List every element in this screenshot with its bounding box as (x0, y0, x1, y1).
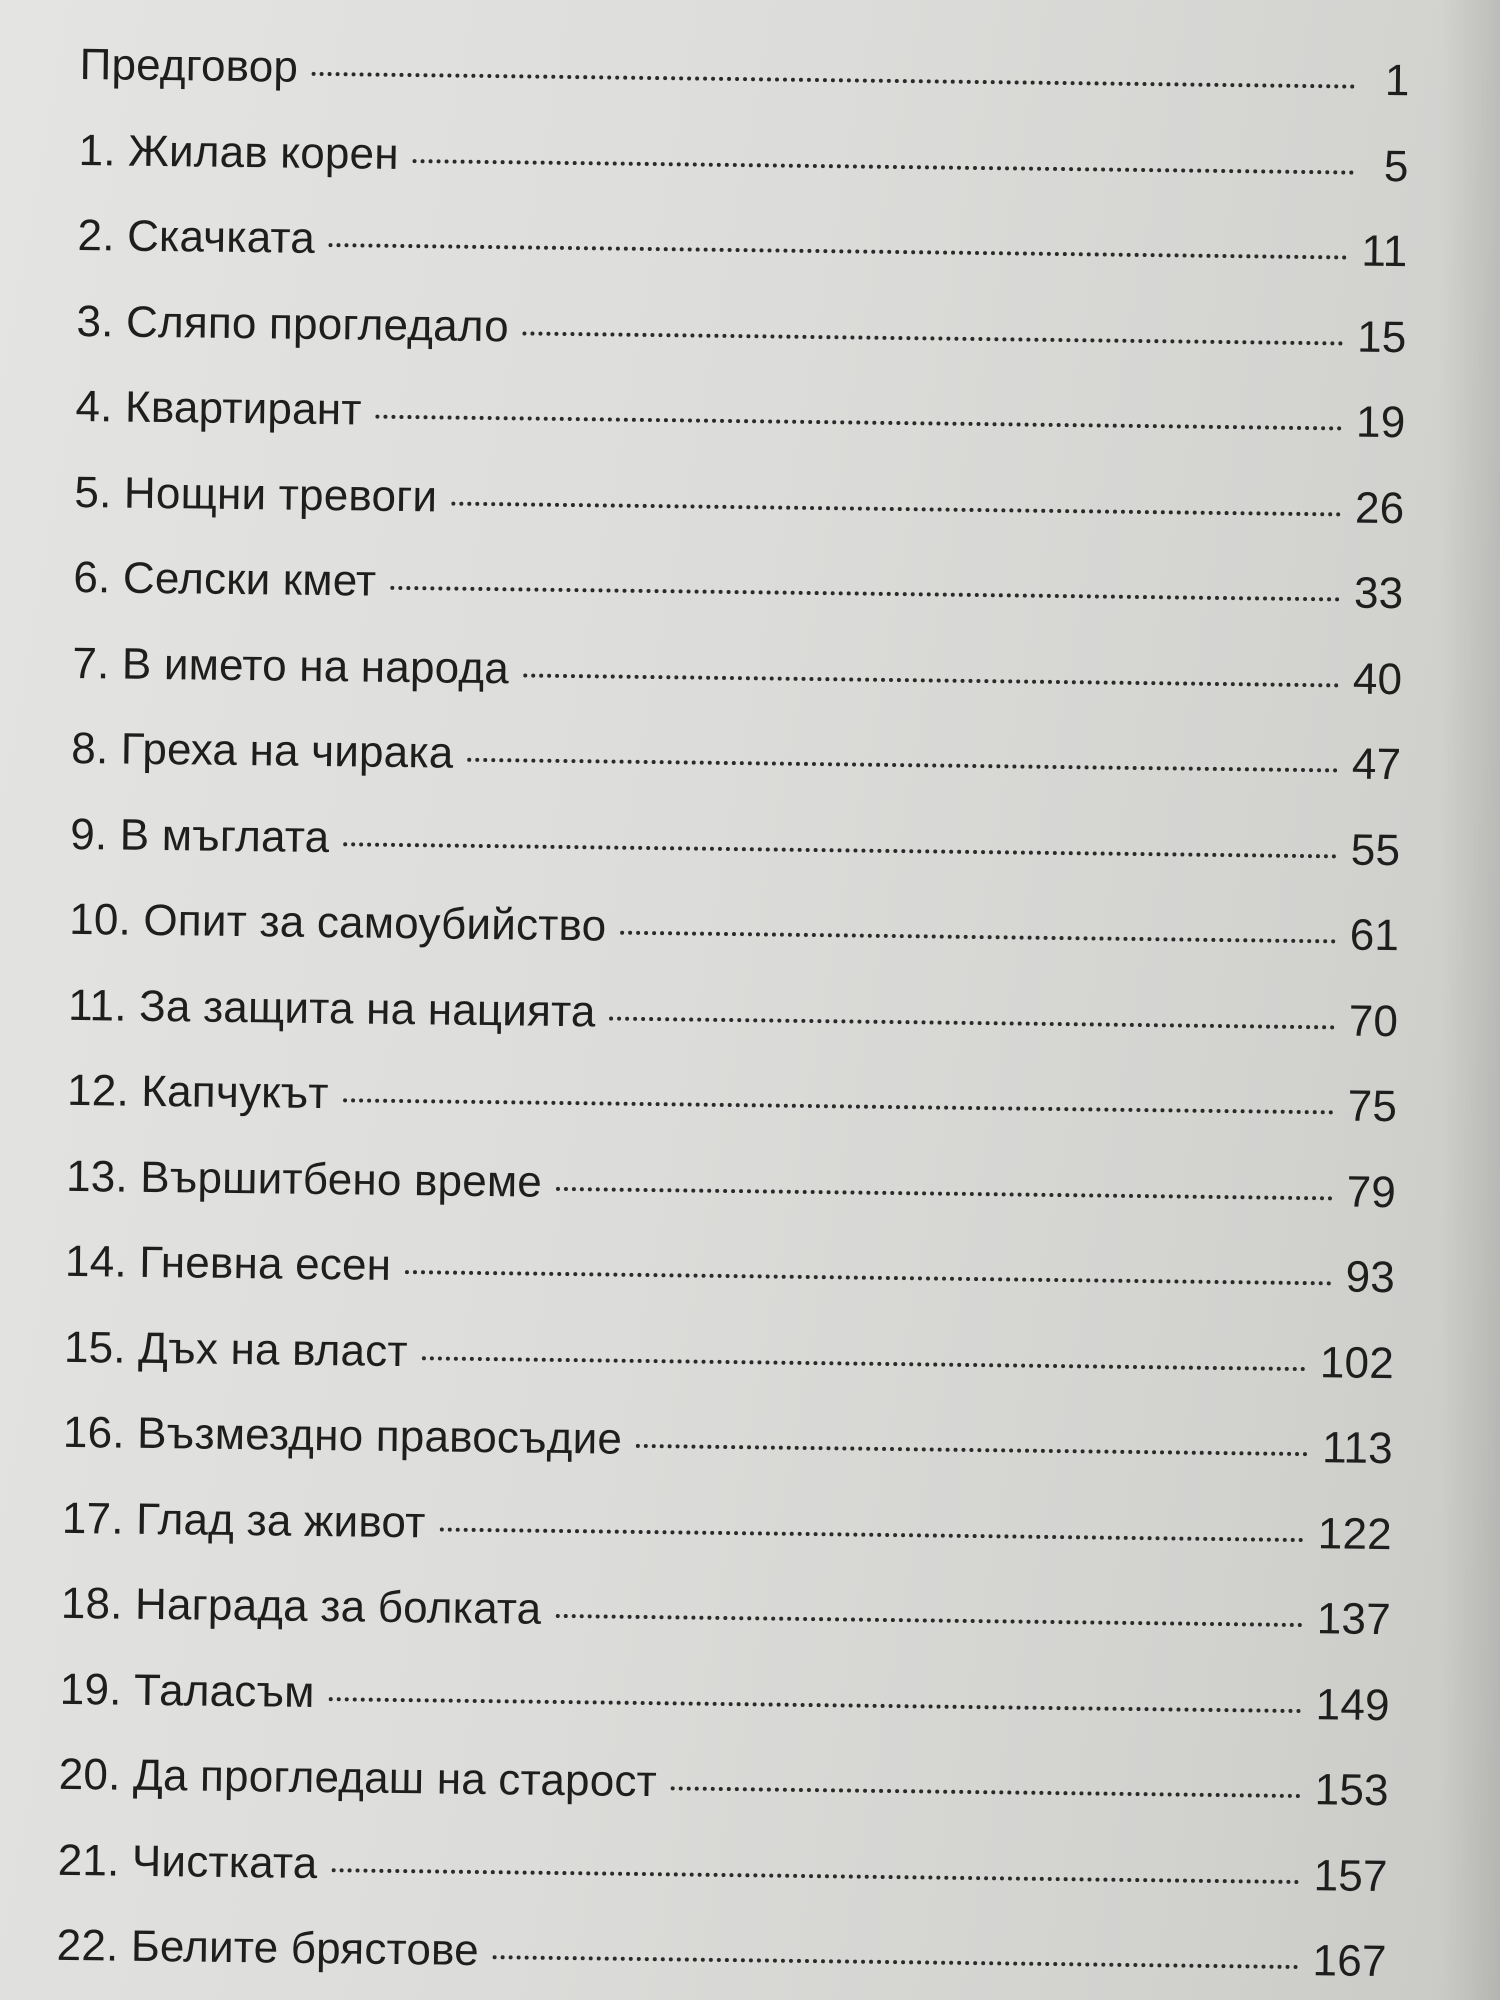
toc-entry (61, 1493, 1392, 1595)
toc-entry (58, 1750, 1389, 1852)
toc-entry-title: 2. Скачката (77, 210, 316, 263)
toc-entry-title: 17. Глад за живот (61, 1493, 426, 1547)
toc-entry (77, 211, 1408, 313)
toc-entry-title: 16. Възмездно правосъдие (62, 1407, 623, 1464)
toc-entry-title: 1. Жилав корен (78, 125, 400, 179)
dot-leader (331, 1868, 1299, 1884)
toc-entry (78, 125, 1409, 227)
toc-entry (74, 467, 1405, 569)
toc-entry-title: 21. Чистката (57, 1835, 318, 1888)
dot-leader (439, 1527, 1303, 1542)
toc-entry-title: 10. Опит за самоубийство (68, 894, 607, 951)
toc-entry-title: 9. В мъглата (70, 809, 330, 862)
toc-entry-title: 8. Греха на чирака (71, 723, 454, 778)
toc-entry-page: 15 (1356, 312, 1407, 362)
toc-entry-page: 137 (1316, 1594, 1392, 1645)
dot-leader (376, 415, 1342, 431)
dot-leader (610, 1016, 1335, 1029)
toc-entry-page: 47 (1351, 739, 1402, 790)
dot-leader (636, 1444, 1308, 1456)
toc-entry-page: 19 (1355, 397, 1406, 448)
toc-entry (62, 1408, 1393, 1510)
toc-entry (79, 40, 1410, 142)
toc-entry-page: 40 (1352, 654, 1403, 704)
dot-leader (523, 673, 1339, 687)
toc-entry (64, 1237, 1395, 1339)
toc-entry (75, 382, 1406, 484)
dot-leader (329, 1697, 1302, 1713)
dot-leader (523, 331, 1343, 345)
dot-leader (451, 501, 1341, 516)
dot-leader (556, 1186, 1333, 1199)
dot-leader (422, 1356, 1306, 1371)
toc-entry (71, 724, 1402, 826)
toc-entry (69, 895, 1400, 997)
toc-entry-page: 102 (1319, 1337, 1395, 1388)
dot-leader (329, 243, 1348, 259)
toc-entry (72, 638, 1403, 740)
toc-entry-title: 7. В името на народа (72, 638, 510, 693)
toc-entry-page: 33 (1353, 568, 1404, 619)
toc-entry-title: 4. Квартирант (75, 381, 362, 435)
toc-entry-page: 157 (1313, 1850, 1388, 1901)
toc-entry-page: 1 (1384, 55, 1410, 106)
toc-entry (66, 1066, 1397, 1168)
dot-leader (620, 931, 1336, 944)
toc-entry (63, 1322, 1394, 1424)
dot-leader (493, 1955, 1299, 1969)
toc-entry (70, 809, 1401, 911)
toc-entry-title: 22. Белите брястове (56, 1920, 480, 1976)
toc-entry-page: 93 (1345, 1252, 1396, 1303)
toc-entry-title: 19. Таласъм (59, 1664, 315, 1717)
toc-entry-page: 75 (1347, 1081, 1398, 1132)
toc-entry-title: 18. Награда за болката (60, 1578, 542, 1634)
toc-entry-title: 11. За защита на нацията (67, 980, 596, 1036)
toc-entry-title: Предговор (79, 40, 299, 92)
toc-entry-title: 6. Селски кмет (73, 552, 377, 606)
toc-entry-title: 14. Гневна есен (64, 1236, 392, 1290)
toc-entry-page: 79 (1346, 1167, 1397, 1217)
toc-entry-title: 12. Капчукът (66, 1065, 329, 1119)
toc-entry-title: 3. Сляпо прогледало (76, 296, 510, 351)
dot-leader (343, 842, 1337, 858)
toc-entry-page: 167 (1312, 1936, 1387, 1987)
dot-leader (312, 72, 1356, 89)
toc-entry-page: 113 (1321, 1423, 1394, 1474)
dot-leader (555, 1614, 1302, 1627)
toc-entry-title: 15. Дъх на власт (63, 1322, 409, 1376)
toc-entry-page: 11 (1361, 226, 1408, 277)
toc-entry (67, 980, 1398, 1082)
table-of-contents (56, 40, 1410, 2000)
toc-entry (59, 1664, 1390, 1766)
toc-entry-page: 55 (1350, 825, 1401, 875)
toc-entry-page: 61 (1349, 910, 1400, 961)
toc-entry-page: 153 (1314, 1765, 1390, 1816)
toc-entry-title: 5. Нощни тревоги (74, 467, 438, 521)
toc-entry (57, 1835, 1388, 1937)
dot-leader (467, 758, 1337, 773)
toc-entry (73, 553, 1404, 655)
toc-entry-page: 70 (1348, 996, 1399, 1046)
dot-leader (405, 1270, 1332, 1285)
toc-entry-page: 149 (1315, 1679, 1391, 1730)
toc-entry-page: 122 (1317, 1508, 1393, 1559)
toc-entry-page: 5 (1383, 141, 1409, 191)
dot-leader (413, 159, 1355, 175)
dot-leader (390, 586, 1340, 602)
dot-leader (671, 1786, 1301, 1798)
toc-entry-title: 20. Да прогледаш на старост (58, 1749, 658, 1807)
dot-leader (343, 1098, 1334, 1114)
toc-entry-page: 26 (1354, 483, 1405, 533)
toc-entry (65, 1151, 1396, 1253)
toc-entry (76, 296, 1407, 398)
toc-entry (60, 1579, 1391, 1681)
toc-entry-title: 13. Вършитбено време (65, 1151, 543, 1207)
